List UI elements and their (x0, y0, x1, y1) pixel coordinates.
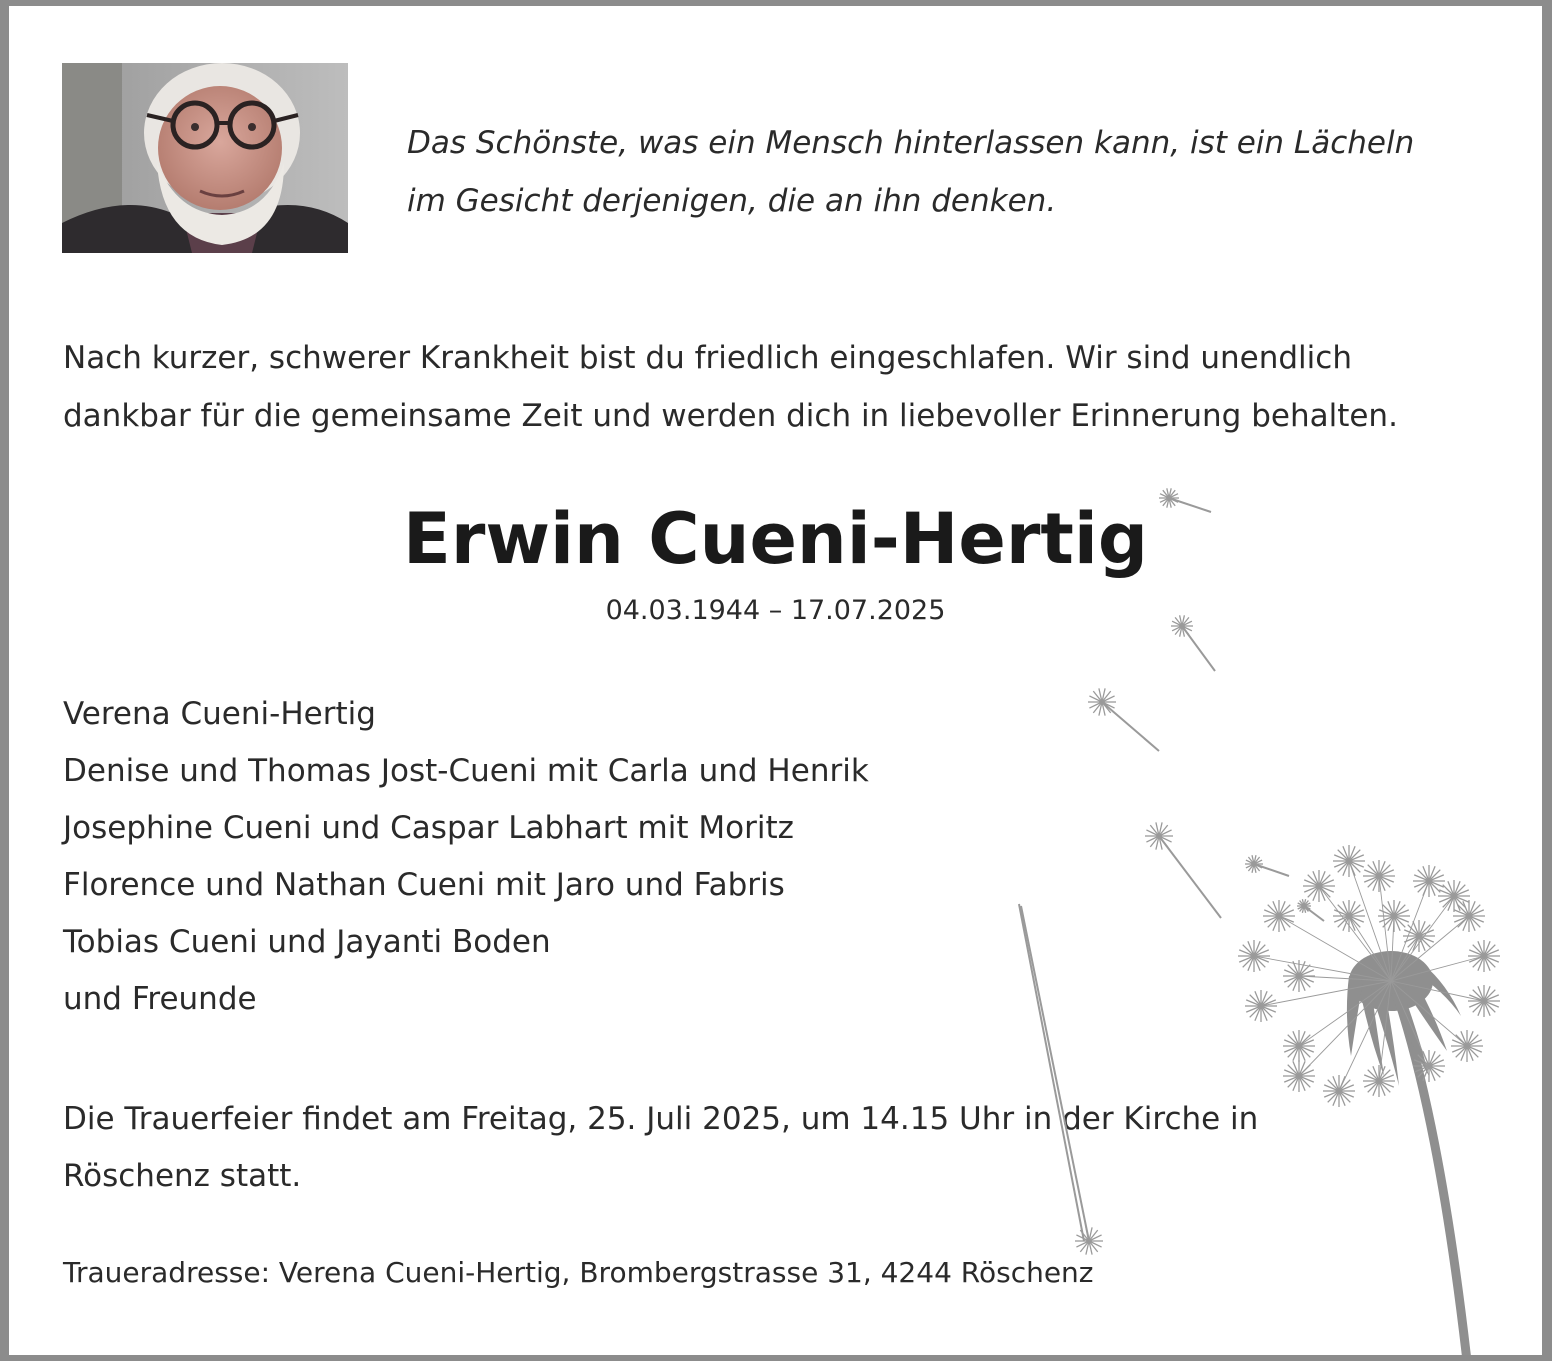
quote-line-2: im Gesicht derjenigen, die an ihn denken. (407, 183, 1057, 219)
intro-text (63, 329, 1533, 445)
mourner-item: Florence und Nathan Cueni mit Jaro und Fabris (63, 867, 785, 903)
mourner-item: Denise und Thomas Jost-Cueni mit Carla und Henrik (63, 753, 869, 789)
quote-line-1: Das Schönste, was ein Mensch hinterlassen kann, ist ein Lächeln (407, 125, 1415, 161)
memorial-quote (407, 114, 1507, 230)
mourning-address: Traueradresse: Verena Cueni-Hertig, Brombergstrasse 31, 4244 Röschenz (63, 1256, 1094, 1289)
mourners-list (63, 686, 869, 1028)
mourner-item: Josephine Cueni und Caspar Labhart mit Moritz (63, 810, 794, 846)
intro-line-2: dankbar für die gemeinsame Zeit und werden dich in liebevoller Erinnerung behalten. (63, 398, 1398, 434)
intro-line-1: Nach kurzer, schwerer Krankheit bist du friedlich eingeschlafen. Wir sind unendlich (63, 340, 1352, 376)
life-dates: 04.03.1944 – 17.07.2025 (605, 595, 946, 626)
deceased-name: Erwin Cueni-Hertig (403, 498, 1148, 580)
mourner-item: und Freunde (63, 981, 257, 1017)
service-line-1: Die Trauerfeier findet am Freitag, 25. Juli 2025, um 14.15 Uhr in der Kirche in (63, 1101, 1259, 1137)
service-line-2: Röschenz statt. (63, 1158, 302, 1194)
portrait-photo (62, 63, 348, 253)
dandelion-illustration (999, 476, 1519, 1361)
mourner-item: Verena Cueni-Hertig (63, 696, 376, 732)
mourner-item: Tobias Cueni und Jayanti Boden (63, 924, 551, 960)
